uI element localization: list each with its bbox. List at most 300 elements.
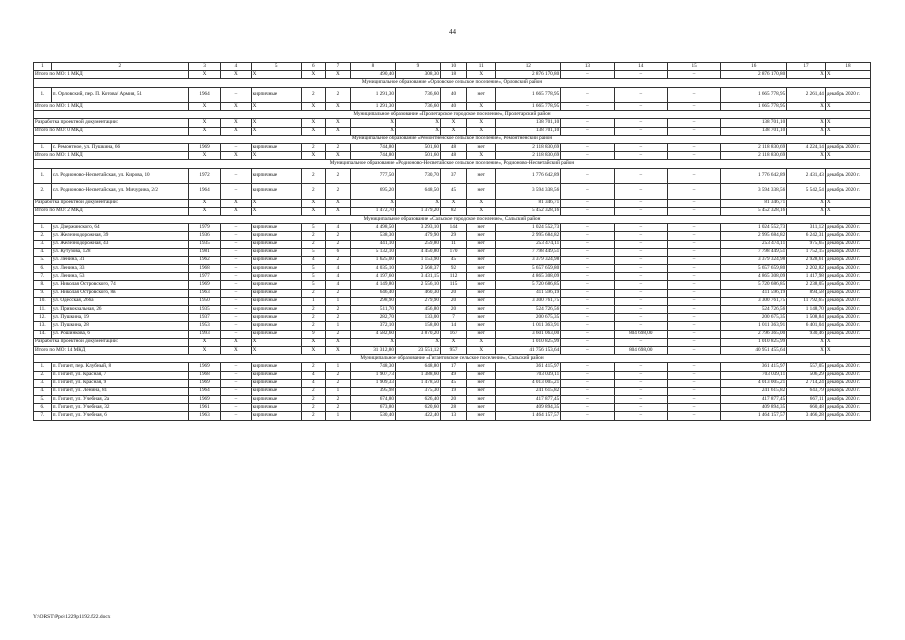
table-cell: X	[825, 346, 870, 354]
table-cell: –	[614, 371, 667, 379]
table-cell: нет	[467, 306, 496, 314]
table-row	[34, 387, 871, 395]
column-number-cell: 10	[440, 63, 466, 71]
table-cell: 3 431,15	[395, 273, 440, 281]
table-cell: нет	[467, 265, 496, 273]
table-cell: кирпичные	[251, 240, 301, 248]
table-cell: –	[667, 346, 720, 354]
table-cell: 2	[325, 371, 350, 379]
table-cell: X	[251, 207, 301, 215]
table-cell: X	[395, 338, 440, 346]
table-cell: –	[667, 404, 720, 412]
table-cell: –	[221, 297, 251, 305]
table-row	[34, 281, 871, 289]
table-cell: 1968	[188, 371, 220, 379]
table-cell: декабрь 2020 г.	[825, 330, 870, 338]
row-label: Итого по МО: 1 МКД	[34, 152, 189, 160]
table-cell: X	[787, 127, 826, 135]
table-cell: X	[350, 199, 395, 207]
table-cell: 6	[325, 248, 350, 256]
table-cell: декабрь 2020 г.	[825, 412, 870, 420]
table-cell: 2	[325, 306, 350, 314]
column-number-cell: 6	[301, 63, 325, 71]
table-cell: 1	[301, 297, 325, 305]
table-cell: 4 149,80	[350, 281, 395, 289]
table-cell: –	[614, 338, 667, 346]
table-cell: 4 865 308,09	[721, 273, 787, 281]
table-cell: 167	[440, 330, 466, 338]
table-cell: –	[221, 232, 251, 240]
column-number-cell: 2	[51, 63, 188, 71]
table-cell: 744,80	[350, 144, 395, 152]
table-cell: 894,58	[787, 289, 826, 297]
column-number-cell: 11	[467, 63, 496, 71]
table-cell: 2	[325, 87, 350, 103]
table-row	[34, 240, 871, 248]
table-cell: –	[614, 404, 667, 412]
table-cell: –	[667, 379, 720, 387]
table-cell: ул. Ленина, 33	[51, 265, 188, 273]
table-cell: 4	[301, 371, 325, 379]
table-cell: 411 596,19	[721, 289, 787, 297]
table-cell: 2 568,37	[395, 265, 440, 273]
table-cell: 975,65	[787, 240, 826, 248]
table-cell: 5 132,10	[350, 248, 395, 256]
table-cell: 6 401,04	[787, 322, 826, 330]
table-cell: 1969	[188, 281, 220, 289]
table-row	[34, 256, 871, 264]
table-cell: 736,60	[395, 87, 440, 103]
table-cell: X	[787, 207, 826, 215]
table-cell: 7.	[34, 273, 52, 281]
table-cell: 1 417,98	[787, 273, 826, 281]
table-cell: 1 464 157,57	[721, 412, 787, 420]
table-cell: кирпичные	[251, 297, 301, 305]
table-row	[34, 322, 871, 330]
table-cell: 2	[301, 396, 325, 404]
table-cell: –	[667, 256, 720, 264]
table-cell: сл. Родионово-Несветайская, ул. Кирова, 10	[51, 168, 188, 184]
table-cell: –	[614, 199, 667, 207]
table-cell: –	[667, 199, 720, 207]
table-cell: –	[667, 371, 720, 379]
table-cell: 3 870,20	[395, 330, 440, 338]
table-cell: X	[251, 152, 301, 160]
column-number-cell: 13	[561, 63, 614, 71]
table-cell: X	[825, 119, 870, 127]
table-cell: п. Гигант, ул. Учебная, 2а	[51, 396, 188, 404]
table-cell: –	[667, 71, 720, 79]
table-cell: 5	[301, 273, 325, 281]
table-cell: –	[221, 412, 251, 420]
table-cell: –	[561, 404, 614, 412]
table-cell: 2.	[34, 184, 52, 200]
table-cell: X	[325, 119, 350, 127]
table-cell: –	[221, 314, 251, 322]
table-cell: –	[667, 103, 720, 111]
table-cell: п. Гигант, ул. Красная, 7	[51, 371, 188, 379]
table-cell: X	[325, 103, 350, 111]
table-row	[34, 314, 871, 322]
table-cell: X	[467, 152, 496, 160]
table-cell: 460,30	[395, 289, 440, 297]
table-cell: X	[301, 103, 325, 111]
table-cell: –	[667, 144, 720, 152]
table-cell: 5 452 328,16	[721, 207, 787, 215]
table-cell: кирпичные	[251, 281, 301, 289]
table-cell: декабрь 2020 г.	[825, 265, 870, 273]
table-cell: декабрь 2020 г.	[825, 144, 870, 152]
table-cell: –	[221, 289, 251, 297]
table-cell: X	[395, 119, 440, 127]
table-cell: 1963	[188, 412, 220, 420]
table-cell: 1 776 642,89	[721, 168, 787, 184]
table-cell: –	[561, 363, 614, 371]
table-cell: 1	[325, 412, 350, 420]
table-cell: 361 415,97	[496, 363, 561, 371]
table-cell: 45	[440, 184, 466, 200]
table-cell: 2	[301, 87, 325, 103]
table-cell: 2	[301, 314, 325, 322]
table-cell: X	[221, 127, 251, 135]
table-cell: 37	[440, 168, 466, 184]
table-row	[34, 371, 871, 379]
table-cell: 1 665 778,95	[721, 87, 787, 103]
table-cell: 2	[301, 289, 325, 297]
table-cell: 6 242,31	[787, 232, 826, 240]
table-cell: 45	[440, 379, 466, 387]
table-cell: 2 118 830,69	[496, 144, 561, 152]
table-cell: 1 907,73	[350, 371, 395, 379]
table-cell: X	[787, 152, 826, 160]
column-number-cell: 5	[251, 63, 301, 71]
table-cell: 2	[301, 363, 325, 371]
table-row	[34, 363, 871, 371]
table-cell: ул. Ленина, 31	[51, 256, 188, 264]
table-cell: –	[667, 306, 720, 314]
table-cell: 1 148,70	[787, 306, 826, 314]
table-cell: –	[561, 289, 614, 297]
table-cell: –	[614, 273, 667, 281]
table-cell: –	[561, 322, 614, 330]
table-cell: нет	[467, 232, 496, 240]
table-cell: X	[467, 346, 496, 354]
table-cell: 5 452 328,16	[496, 207, 561, 215]
table-cell: 5 657 659,80	[721, 265, 787, 273]
table-cell: 14.	[34, 330, 52, 338]
table-cell: 5.	[34, 256, 52, 264]
table-cell: –	[221, 224, 251, 232]
table-cell: кирпичные	[251, 314, 301, 322]
table-cell: X	[825, 207, 870, 215]
table-cell: –	[221, 379, 251, 387]
table-cell: декабрь 2020 г.	[825, 306, 870, 314]
table-cell: п. Гигант, ул. Ленина, 81	[51, 387, 188, 395]
table-cell: нет	[467, 330, 496, 338]
table-row	[34, 273, 871, 281]
table-cell: X	[467, 199, 496, 207]
table-cell: 40	[440, 87, 466, 103]
table-cell: –	[614, 103, 667, 111]
table-cell: –	[561, 346, 614, 354]
row-label: Разработка проектной документации:	[34, 338, 189, 346]
table-cell: 282,70	[350, 314, 395, 322]
table-cell: X	[467, 119, 496, 127]
table-cell: 200 675,35	[496, 314, 561, 322]
table-cell: –	[667, 314, 720, 322]
table-cell: кирпичные	[251, 87, 301, 103]
section-title: Муниципальное образование «Гигантовское сельское поселение», Сальский район	[34, 355, 871, 363]
table-cell: 2	[301, 412, 325, 420]
table-cell: 1936	[188, 232, 220, 240]
table-cell: X	[440, 127, 466, 135]
section-title: Муниципальное образование «Сальское городское поселение», Сальский район	[34, 215, 871, 223]
table-cell: X	[221, 207, 251, 215]
table-row	[34, 396, 871, 404]
table-cell: –	[614, 322, 667, 330]
table-cell: декабрь 2020 г.	[825, 314, 870, 322]
table-cell: –	[561, 87, 614, 103]
table-cell: декабрь 2020 г.	[825, 232, 870, 240]
table-cell: 17	[440, 363, 466, 371]
table-cell: 259,80	[395, 240, 440, 248]
table-cell: X	[251, 127, 301, 135]
table-cell: X	[440, 199, 466, 207]
row-label: Итого по МО: 0 МКД	[34, 127, 189, 135]
table-cell: кирпичные	[251, 265, 301, 273]
table-cell: 9.	[34, 289, 52, 297]
table-cell: кирпичные	[251, 371, 301, 379]
table-cell: 1.	[34, 168, 52, 184]
section-header-row	[34, 160, 871, 168]
table-cell: –	[561, 379, 614, 387]
table-cell: 1935	[188, 240, 220, 248]
table-cell: X	[787, 346, 826, 354]
table-cell: X	[787, 103, 826, 111]
table-cell: ул. Пушкина, 19	[51, 314, 188, 322]
table-cell: –	[667, 363, 720, 371]
table-row	[34, 306, 871, 314]
table-cell: 1 024 552,73	[721, 224, 787, 232]
table-cell: ул. Николая Островского, 74	[51, 281, 188, 289]
table-cell: 82	[440, 207, 466, 215]
table-cell: 5 657 659,80	[496, 265, 561, 273]
table-cell: 4 013 005,21	[721, 379, 787, 387]
table-cell: 620,60	[395, 404, 440, 412]
table-cell: X	[825, 71, 870, 79]
table-cell: 524 726,56	[721, 306, 787, 314]
summary-row	[34, 71, 871, 79]
table-cell: X	[221, 71, 251, 79]
table-cell: 1 625,00	[350, 256, 395, 264]
table-cell: 804 698,00	[614, 346, 667, 354]
table-cell: 3 594 338,56	[721, 184, 787, 200]
table-cell: –	[561, 371, 614, 379]
section-title: Муниципальное образование «Родионово-Несветайское сельское поселение», Родионово-Несветайский район	[34, 160, 871, 168]
table-cell: 648,50	[395, 184, 440, 200]
table-cell: кирпичные	[251, 412, 301, 420]
table-cell: нет	[467, 87, 496, 103]
table-cell: 4 035,10	[350, 265, 395, 273]
table-cell: 13	[440, 412, 466, 420]
table-cell: ул. Одесская, 266а	[51, 297, 188, 305]
table-cell: 40 951 455,64	[721, 346, 787, 354]
table-cell: –	[614, 240, 667, 248]
table-cell: –	[561, 297, 614, 305]
table-cell: 1.	[34, 144, 52, 152]
table-cell: 511,70	[350, 306, 395, 314]
table-cell: –	[667, 87, 720, 103]
table-cell: 11.	[34, 306, 52, 314]
table-cell: X	[188, 119, 220, 127]
table-cell: кирпичные	[251, 273, 301, 281]
table-cell: декабрь 2020 г.	[825, 371, 870, 379]
table-cell: 279,90	[395, 297, 440, 305]
table-cell: 4 224,14	[787, 144, 826, 152]
table-cell: 49	[440, 371, 466, 379]
page-number: 44	[449, 28, 456, 36]
table-cell: 667,11	[787, 396, 826, 404]
table-cell: 730,70	[395, 168, 440, 184]
table-cell: п. Гигант, ул. Красная, 9	[51, 379, 188, 387]
table-cell: кирпичные	[251, 289, 301, 297]
table-cell: X	[325, 71, 350, 79]
table-cell: –	[667, 119, 720, 127]
table-cell: X	[221, 346, 251, 354]
table-cell: нет	[467, 273, 496, 281]
table-cell: 1969	[188, 363, 220, 371]
table-cell: 2	[301, 306, 325, 314]
table-cell: 7	[440, 314, 466, 322]
section-header-row	[34, 135, 871, 143]
table-cell: 3 594 338,56	[496, 184, 561, 200]
table-cell: 674,80	[350, 396, 395, 404]
table-cell: 2	[301, 168, 325, 184]
table-cell: 2 796 365,00	[721, 330, 787, 338]
table-cell: 1 665 778,95	[721, 103, 787, 111]
table-cell: нет	[467, 256, 496, 264]
table-cell: декабрь 2020 г.	[825, 168, 870, 184]
table-cell: 648,80	[395, 363, 440, 371]
row-label: Итого по МО: 2 МКД	[34, 207, 189, 215]
table-cell: 3 293,10	[395, 224, 440, 232]
table-cell: –	[221, 363, 251, 371]
table-row	[34, 412, 871, 420]
table-cell: 3 601 063,00	[496, 330, 561, 338]
table-cell: –	[221, 265, 251, 273]
table-cell: 1972	[188, 168, 220, 184]
table-cell: декабрь 2020 г.	[825, 184, 870, 200]
table-cell: –	[221, 87, 251, 103]
table-cell: X	[301, 152, 325, 160]
table-cell: кирпичные	[251, 363, 301, 371]
table-cell: нет	[467, 297, 496, 305]
summary-row	[34, 152, 871, 160]
table-cell: –	[667, 184, 720, 200]
table-cell: 3 379 324,98	[721, 256, 787, 264]
table-cell: X	[325, 199, 350, 207]
table-cell: X	[221, 199, 251, 207]
table-cell: 4.	[34, 387, 52, 395]
table-cell: 2	[301, 404, 325, 412]
table-cell: –	[667, 248, 720, 256]
table-cell: X	[825, 127, 870, 135]
row-label: Итого по МО: 1 МКД	[34, 103, 189, 111]
table-cell: 2 202,82	[787, 265, 826, 273]
table-cell: –	[221, 387, 251, 395]
table-cell: 2	[325, 232, 350, 240]
table-cell: 4	[301, 256, 325, 264]
table-cell: –	[667, 127, 720, 135]
table-cell: –	[221, 330, 251, 338]
table-cell: –	[614, 224, 667, 232]
table-cell: с. Ремонтное, ул. Пушкина, 66	[51, 144, 188, 152]
table-cell: 311,12	[787, 224, 826, 232]
table-cell: 646,40	[350, 289, 395, 297]
table-cell: 20	[440, 297, 466, 305]
table-cell: декабрь 2020 г.	[825, 396, 870, 404]
table-cell: кирпичные	[251, 379, 301, 387]
table-cell: 1 665 778,95	[496, 87, 561, 103]
table-cell: X	[301, 119, 325, 127]
table-cell: 1 153,90	[395, 256, 440, 264]
table-cell: 9	[301, 330, 325, 338]
table-cell: 673,80	[350, 404, 395, 412]
table-cell: –	[221, 404, 251, 412]
table-cell: 253 474,11	[496, 240, 561, 248]
column-number-cell: 7	[325, 63, 350, 71]
table-cell: ул. Пушкина, 28	[51, 322, 188, 330]
table-cell: декабрь 2020 г.	[825, 387, 870, 395]
table-cell: 1977	[188, 273, 220, 281]
table-cell: 409 894,35	[721, 404, 787, 412]
table-cell: 2 928,61	[787, 256, 826, 264]
table-cell: 1 752,15	[787, 248, 826, 256]
table-cell: 1993	[188, 330, 220, 338]
table-cell: X	[787, 199, 826, 207]
table-cell: 660,48	[787, 404, 826, 412]
table-row	[34, 232, 871, 240]
table-cell: X	[251, 71, 301, 79]
table-cell: 2 431,43	[787, 168, 826, 184]
table-cell: 138 701,10	[721, 127, 787, 135]
table-cell: 2 995 684,82	[721, 232, 787, 240]
table-cell: –	[667, 232, 720, 240]
table-cell: X	[325, 207, 350, 215]
table-cell: декабрь 2020 г.	[825, 322, 870, 330]
table-cell: 2 261,44	[787, 87, 826, 103]
table-cell: 411 596,19	[496, 289, 561, 297]
table-cell: 1961	[188, 404, 220, 412]
table-cell: 1969	[188, 144, 220, 152]
table-cell: нет	[467, 224, 496, 232]
table-cell: X	[787, 119, 826, 127]
table-row	[34, 379, 871, 387]
table-cell: 144	[440, 224, 466, 232]
table-cell: 2	[325, 168, 350, 184]
column-number-cell: 18	[825, 63, 870, 71]
table-cell: –	[614, 306, 667, 314]
table-cell: 479,90	[395, 232, 440, 240]
table-cell: 1 024 552,73	[496, 224, 561, 232]
table-cell: 2	[301, 184, 325, 200]
table-cell: ул. Привокзальная, 26	[51, 306, 188, 314]
table-cell: –	[667, 297, 720, 305]
table-cell: X	[188, 71, 220, 79]
capital-repair-table	[33, 62, 871, 421]
table-cell: кирпичные	[251, 322, 301, 330]
table-cell: 1 379,20	[395, 207, 440, 215]
